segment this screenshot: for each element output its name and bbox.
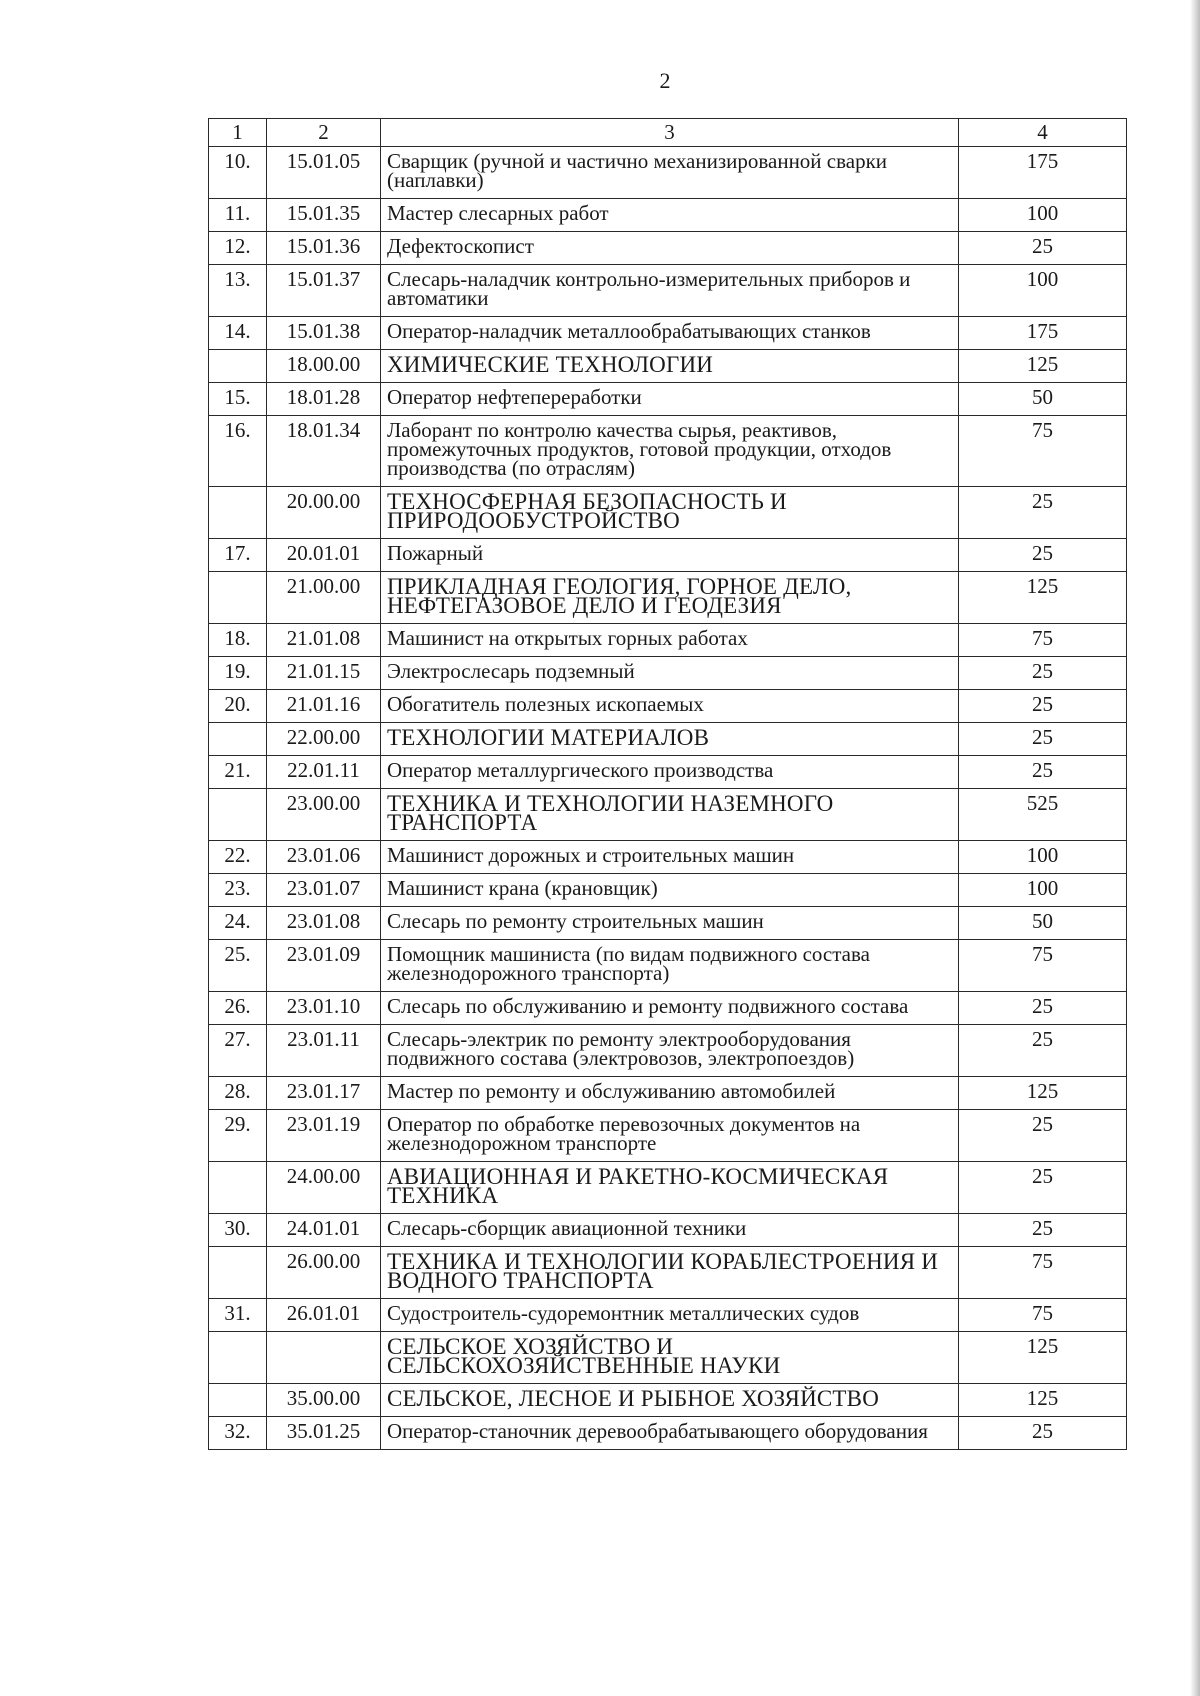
table-row bbox=[209, 147, 1127, 199]
table-row bbox=[209, 657, 1127, 690]
code-cell: 23.01.08 bbox=[267, 907, 381, 940]
name-cell: Слесарь-сборщик авиационной техники bbox=[381, 1214, 959, 1247]
code-cell: 22.01.11 bbox=[267, 756, 381, 789]
quantity-cell: 100 bbox=[959, 874, 1127, 907]
header-col-3: 3 bbox=[381, 119, 959, 147]
name-cell: Мастер слесарных работ bbox=[381, 199, 959, 232]
table-group-row bbox=[209, 572, 1127, 624]
row-number-cell bbox=[209, 1384, 267, 1417]
table-row bbox=[209, 1077, 1127, 1110]
professions-table bbox=[208, 118, 1127, 1450]
table-row bbox=[209, 940, 1127, 992]
header-col-2: 2 bbox=[267, 119, 381, 147]
name-cell: АВИАЦИОННАЯ И РАКЕТНО-КОСМИЧЕСКАЯ ТЕХНИКА bbox=[381, 1162, 959, 1214]
quantity-cell: 25 bbox=[959, 1025, 1127, 1077]
table-group-row bbox=[209, 487, 1127, 539]
name-cell: Помощник машиниста (по видам подвижного состава железнодорожного транспорта) bbox=[381, 940, 959, 992]
code-cell: 18.01.28 bbox=[267, 383, 381, 416]
name-cell: СЕЛЬСКОЕ, ЛЕСНОЕ И РЫБНОЕ ХОЗЯЙСТВО bbox=[381, 1384, 959, 1417]
code-cell: 15.01.38 bbox=[267, 317, 381, 350]
row-number-cell bbox=[209, 572, 267, 624]
table-row bbox=[209, 907, 1127, 940]
quantity-cell: 75 bbox=[959, 1247, 1127, 1299]
name-cell: ТЕХНИКА И ТЕХНОЛОГИИ НАЗЕМНОГО ТРАНСПОРТА bbox=[381, 789, 959, 841]
table-row bbox=[209, 317, 1127, 350]
row-number-cell: 21. bbox=[209, 756, 267, 789]
code-cell: 21.01.15 bbox=[267, 657, 381, 690]
quantity-cell: 100 bbox=[959, 265, 1127, 317]
row-number-cell: 23. bbox=[209, 874, 267, 907]
table-row bbox=[209, 265, 1127, 317]
name-cell: Электрослесарь подземный bbox=[381, 657, 959, 690]
row-number-cell: 13. bbox=[209, 265, 267, 317]
quantity-cell: 25 bbox=[959, 539, 1127, 572]
code-cell: 21.01.08 bbox=[267, 624, 381, 657]
table-header-row bbox=[209, 119, 1127, 147]
code-cell: 23.01.19 bbox=[267, 1110, 381, 1162]
row-number-cell: 18. bbox=[209, 624, 267, 657]
row-number-cell: 30. bbox=[209, 1214, 267, 1247]
name-cell: ТЕХНОСФЕРНАЯ БЕЗОПАСНОСТЬ И ПРИРОДООБУСТРОЙСТВО bbox=[381, 487, 959, 539]
quantity-cell: 125 bbox=[959, 350, 1127, 383]
table-group-row bbox=[209, 1247, 1127, 1299]
page-edge-shadow bbox=[1190, 0, 1200, 1696]
code-cell: 35.00.00 bbox=[267, 1384, 381, 1417]
table-row bbox=[209, 199, 1127, 232]
quantity-cell: 175 bbox=[959, 147, 1127, 199]
table-row bbox=[209, 232, 1127, 265]
row-number-cell bbox=[209, 723, 267, 756]
name-cell: Машинист крана (крановщик) bbox=[381, 874, 959, 907]
code-cell: 15.01.37 bbox=[267, 265, 381, 317]
quantity-cell: 75 bbox=[959, 940, 1127, 992]
code-cell: 23.01.06 bbox=[267, 841, 381, 874]
table-group-row bbox=[209, 789, 1127, 841]
table-row bbox=[209, 539, 1127, 572]
code-cell: 18.01.34 bbox=[267, 416, 381, 487]
name-cell: ТЕХНОЛОГИИ МАТЕРИАЛОВ bbox=[381, 723, 959, 756]
table-group-row bbox=[209, 350, 1127, 383]
row-number-cell: 15. bbox=[209, 383, 267, 416]
row-number-cell bbox=[209, 1247, 267, 1299]
table-group-row bbox=[209, 1384, 1127, 1417]
row-number-cell: 24. bbox=[209, 907, 267, 940]
row-number-cell: 14. bbox=[209, 317, 267, 350]
row-number-cell: 27. bbox=[209, 1025, 267, 1077]
name-cell: Оператор металлургического производства bbox=[381, 756, 959, 789]
row-number-cell: 17. bbox=[209, 539, 267, 572]
table-row bbox=[209, 992, 1127, 1025]
name-cell: СЕЛЬСКОЕ ХОЗЯЙСТВО И СЕЛЬСКОХОЗЯЙСТВЕННЫЕ НАУКИ bbox=[381, 1332, 959, 1384]
name-cell: Машинист на открытых горных работах bbox=[381, 624, 959, 657]
quantity-cell: 25 bbox=[959, 723, 1127, 756]
row-number-cell bbox=[209, 1332, 267, 1384]
code-cell: 20.00.00 bbox=[267, 487, 381, 539]
table-row bbox=[209, 1025, 1127, 1077]
quantity-cell: 125 bbox=[959, 1077, 1127, 1110]
quantity-cell: 25 bbox=[959, 1162, 1127, 1214]
code-cell: 24.01.01 bbox=[267, 1214, 381, 1247]
table-group-row bbox=[209, 1162, 1127, 1214]
name-cell: Мастер по ремонту и обслуживанию автомобилей bbox=[381, 1077, 959, 1110]
code-cell: 20.01.01 bbox=[267, 539, 381, 572]
quantity-cell: 25 bbox=[959, 756, 1127, 789]
quantity-cell: 75 bbox=[959, 1299, 1127, 1332]
name-cell: Судостроитель-судоремонтник металлических судов bbox=[381, 1299, 959, 1332]
table-row bbox=[209, 1299, 1127, 1332]
name-cell: Слесарь по обслуживанию и ремонту подвижного состава bbox=[381, 992, 959, 1025]
quantity-cell: 175 bbox=[959, 317, 1127, 350]
quantity-cell: 125 bbox=[959, 572, 1127, 624]
row-number-cell bbox=[209, 1162, 267, 1214]
row-number-cell: 32. bbox=[209, 1417, 267, 1450]
row-number-cell: 16. bbox=[209, 416, 267, 487]
code-cell: 22.00.00 bbox=[267, 723, 381, 756]
table-row bbox=[209, 841, 1127, 874]
header-col-1: 1 bbox=[209, 119, 267, 147]
name-cell: Сварщик (ручной и частично механизированной сварки (наплавки) bbox=[381, 147, 959, 199]
row-number-cell: 11. bbox=[209, 199, 267, 232]
quantity-cell: 25 bbox=[959, 1417, 1127, 1450]
name-cell: Обогатитель полезных ископаемых bbox=[381, 690, 959, 723]
row-number-cell: 31. bbox=[209, 1299, 267, 1332]
code-cell: 35.01.25 bbox=[267, 1417, 381, 1450]
code-cell: 26.00.00 bbox=[267, 1247, 381, 1299]
name-cell: ХИМИЧЕСКИЕ ТЕХНОЛОГИИ bbox=[381, 350, 959, 383]
row-number-cell bbox=[209, 350, 267, 383]
code-cell: 23.01.17 bbox=[267, 1077, 381, 1110]
quantity-cell: 25 bbox=[959, 487, 1127, 539]
name-cell: Слесарь по ремонту строительных машин bbox=[381, 907, 959, 940]
code-cell: 23.01.07 bbox=[267, 874, 381, 907]
quantity-cell: 75 bbox=[959, 624, 1127, 657]
table-row bbox=[209, 874, 1127, 907]
quantity-cell: 25 bbox=[959, 1214, 1127, 1247]
table-group-row bbox=[209, 1332, 1127, 1384]
name-cell: Оператор-наладчик металлообрабатывающих станков bbox=[381, 317, 959, 350]
code-cell: 23.01.09 bbox=[267, 940, 381, 992]
code-cell: 21.01.16 bbox=[267, 690, 381, 723]
code-cell: 15.01.36 bbox=[267, 232, 381, 265]
quantity-cell: 100 bbox=[959, 841, 1127, 874]
table-row bbox=[209, 1417, 1127, 1450]
table-row bbox=[209, 1214, 1127, 1247]
quantity-cell: 525 bbox=[959, 789, 1127, 841]
name-cell: Слесарь-электрик по ремонту электрооборудования подвижного состава (электровозов, электропоездов) bbox=[381, 1025, 959, 1077]
code-cell: 23.01.11 bbox=[267, 1025, 381, 1077]
table-row bbox=[209, 624, 1127, 657]
name-cell: Пожарный bbox=[381, 539, 959, 572]
quantity-cell: 25 bbox=[959, 1110, 1127, 1162]
row-number-cell: 28. bbox=[209, 1077, 267, 1110]
row-number-cell: 20. bbox=[209, 690, 267, 723]
quantity-cell: 100 bbox=[959, 199, 1127, 232]
row-number-cell: 26. bbox=[209, 992, 267, 1025]
table-row bbox=[209, 416, 1127, 487]
table-row bbox=[209, 690, 1127, 723]
code-cell: 23.00.00 bbox=[267, 789, 381, 841]
table-row bbox=[209, 756, 1127, 789]
code-cell: 23.01.10 bbox=[267, 992, 381, 1025]
quantity-cell: 125 bbox=[959, 1332, 1127, 1384]
table-row bbox=[209, 1110, 1127, 1162]
name-cell: ТЕХНИКА И ТЕХНОЛОГИИ КОРАБЛЕСТРОЕНИЯ И ВОДНОГО ТРАНСПОРТА bbox=[381, 1247, 959, 1299]
row-number-cell: 19. bbox=[209, 657, 267, 690]
quantity-cell: 25 bbox=[959, 232, 1127, 265]
name-cell: Лаборант по контролю качества сырья, реактивов, промежуточных продуктов, готовой продукции, отходов производства (по отраслям) bbox=[381, 416, 959, 487]
quantity-cell: 25 bbox=[959, 690, 1127, 723]
quantity-cell: 25 bbox=[959, 657, 1127, 690]
row-number-cell: 10. bbox=[209, 147, 267, 199]
code-cell: 21.00.00 bbox=[267, 572, 381, 624]
name-cell: Оператор-станочник деревообрабатывающего оборудования bbox=[381, 1417, 959, 1450]
quantity-cell: 25 bbox=[959, 992, 1127, 1025]
name-cell: Машинист дорожных и строительных машин bbox=[381, 841, 959, 874]
row-number-cell bbox=[209, 789, 267, 841]
code-cell: 26.01.01 bbox=[267, 1299, 381, 1332]
quantity-cell: 125 bbox=[959, 1384, 1127, 1417]
code-cell: 18.00.00 bbox=[267, 350, 381, 383]
code-cell: 15.01.05 bbox=[267, 147, 381, 199]
quantity-cell: 50 bbox=[959, 383, 1127, 416]
code-cell bbox=[267, 1332, 381, 1384]
name-cell: Дефектоскопист bbox=[381, 232, 959, 265]
row-number-cell: 25. bbox=[209, 940, 267, 992]
code-cell: 15.01.35 bbox=[267, 199, 381, 232]
header-col-4: 4 bbox=[959, 119, 1127, 147]
table-row bbox=[209, 383, 1127, 416]
name-cell: Оператор по обработке перевозочных документов на железнодорожном транспорте bbox=[381, 1110, 959, 1162]
row-number-cell bbox=[209, 487, 267, 539]
page-number: 2 bbox=[659, 68, 671, 93]
name-cell: Слесарь-наладчик контрольно-измерительных приборов и автоматики bbox=[381, 265, 959, 317]
row-number-cell: 29. bbox=[209, 1110, 267, 1162]
name-cell: Оператор нефтепереработки bbox=[381, 383, 959, 416]
quantity-cell: 50 bbox=[959, 907, 1127, 940]
table-body bbox=[209, 147, 1127, 1450]
row-number-cell: 22. bbox=[209, 841, 267, 874]
name-cell: ПРИКЛАДНАЯ ГЕОЛОГИЯ, ГОРНОЕ ДЕЛО, НЕФТЕГАЗОВОЕ ДЕЛО И ГЕОДЕЗИЯ bbox=[381, 572, 959, 624]
quantity-cell: 75 bbox=[959, 416, 1127, 487]
row-number-cell: 12. bbox=[209, 232, 267, 265]
table-group-row bbox=[209, 723, 1127, 756]
code-cell: 24.00.00 bbox=[267, 1162, 381, 1214]
